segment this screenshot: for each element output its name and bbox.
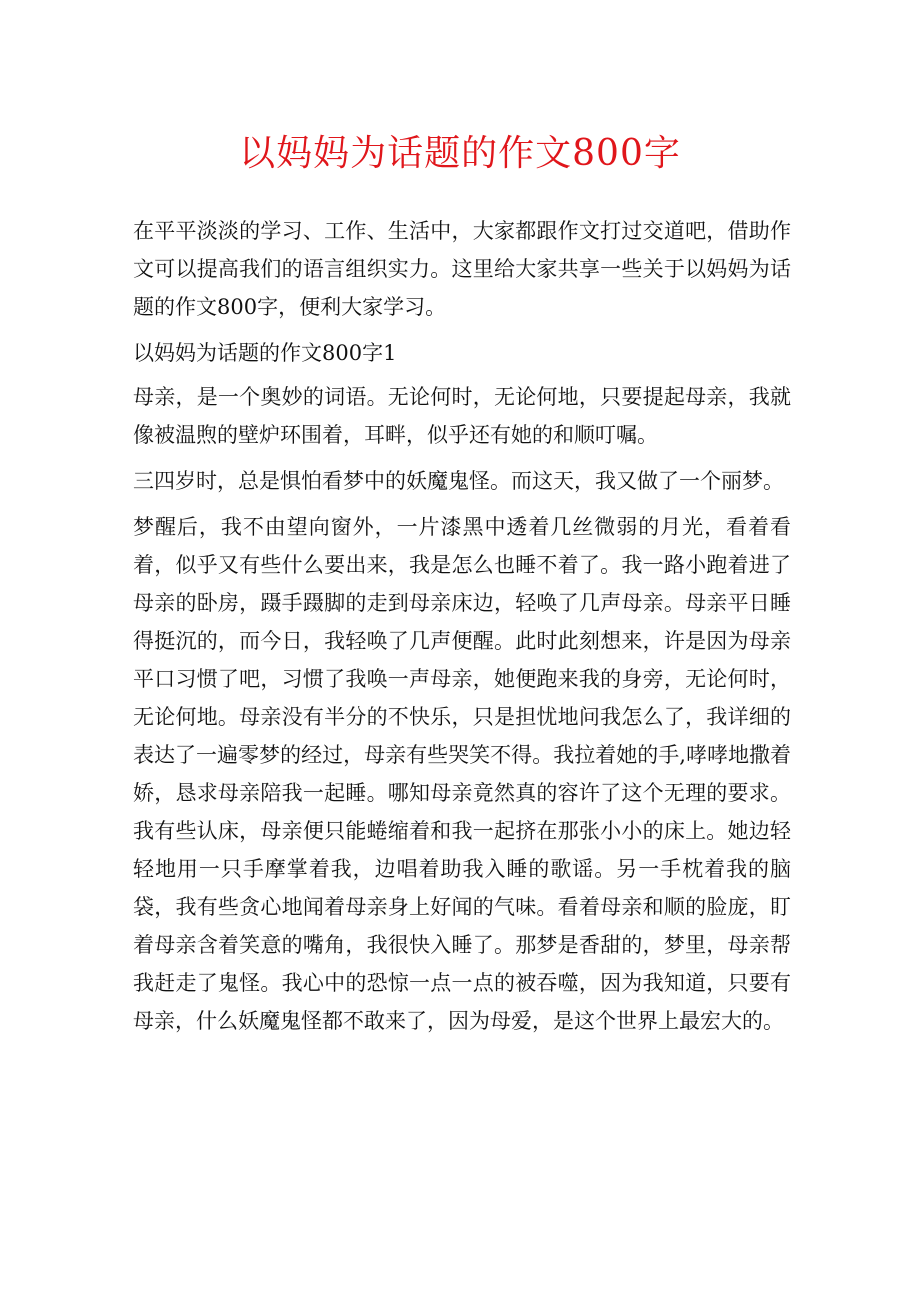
section-heading: 以妈妈为话题的作文800字1 (133, 341, 397, 365)
intro-paragraph: 在平平淡淡的学习、工作、生活中，大家都跟作文打过交道吧，借助作文可以提高我们的语言组织实力。这里给大家共享一些关于以妈妈为话题的作文800字，便利大家学习。 (133, 219, 791, 319)
document-body (133, 212, 791, 1048)
body-paragraph: 三四岁时，总是惧怕看梦中的妖魔鬼怪。而这天，我又做了一个丽梦。 (133, 469, 784, 493)
body-paragraph: 母亲，是一个奥妙的词语。无论何时，无论何地，只要提起母亲，我就像被温煦的壁炉环围着，耳畔，似乎还有她的和顺叮嘱。 (133, 385, 791, 447)
document-title: 以妈妈为话题的作文800字 (239, 133, 681, 174)
body-paragraph: 梦醒后，我不由望向窗外，一片漆黑中透着几丝微弱的月光，看着看着，似乎又有些什么要出来，我是怎么也睡不着了。我一路小跑着进了母亲的卧房，蹑手蹑脚的走到母亲床边，轻唤了几声母亲。母亲平日睡得挺沉的，而今日，我轻唤了几声便醒。此时此刻想来，许是因为母亲平口习惯了吧，习惯了我唤一声母亲，她便跑来我的身旁，无论何时，无论何地。母亲没有半分的不快乐，只是担忧地问我怎么了，我详细的表达了一遍零梦的经过，母亲有些哭笑不得。我拉着她的手,哮哮地撒着娇，恳求母亲陪我一起睡。哪知母亲竟然真的容许了这个无理的要求。我有些认床，母亲便只能蜷缩着和我一起挤在那张小小的床上。她边轻轻地用一只手摩掌着我，边唱着助我入睡的歌谣。另一手枕着我的脑袋，我有些贪心地闻着母亲身上好闻的气味。看着母亲和顺的脸庞，盯着母亲含着笑意的嘴角，我很快入睡了。那梦是香甜的，梦里，母亲帮我赶走了鬼怪。我心中的恐惊一点一点的被吞噬，因为我知道，只要有母亲，什么妖魔鬼怪都不敢来了，因为母爱，是这个世界上最宏大的。 (133, 515, 791, 1033)
